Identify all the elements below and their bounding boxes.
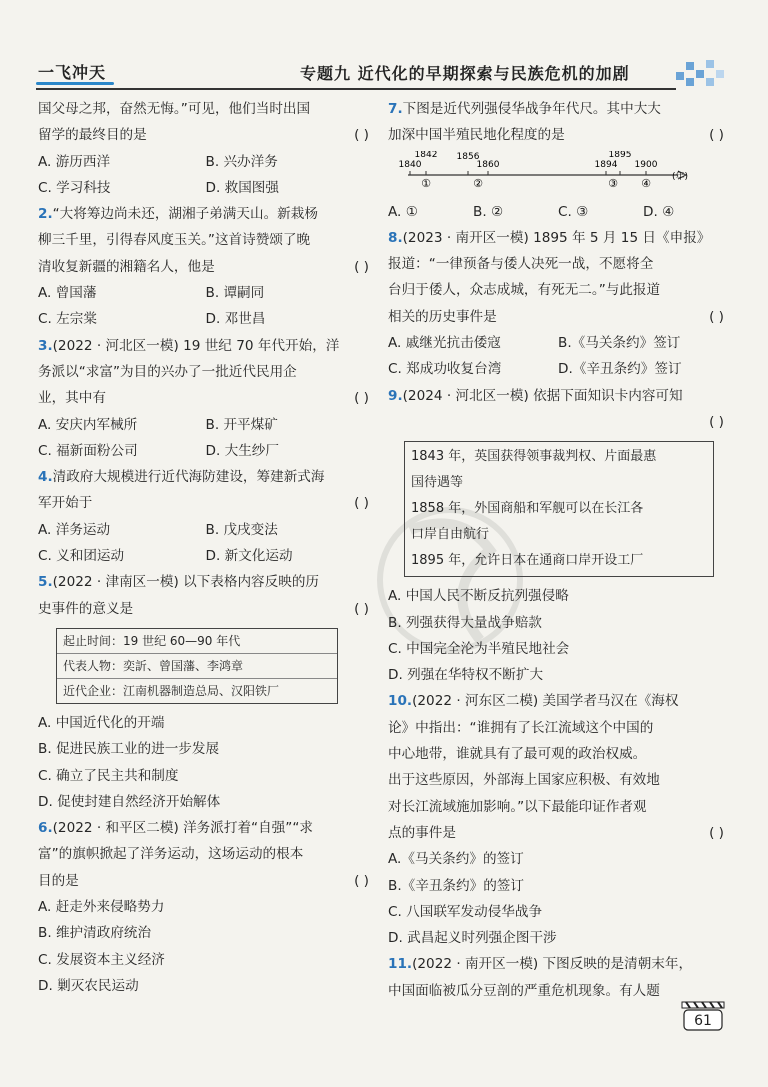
answer-option: C. 福新面粉公司 [38, 442, 138, 459]
text-line [388, 715, 728, 741]
line-text: (2022 · 南开区一模) 下图反映的是清朝末年， [412, 956, 693, 973]
timeline-year: 1900 [634, 159, 658, 170]
text-line [388, 409, 728, 435]
line-text: “大将筹边尚未还，湖湘子弟满天山。新栽杨 [52, 206, 318, 223]
table-row: 近代企业：江南机器制造总局、汉阳铁厂 [63, 683, 280, 698]
line-text: A. 中国近代化的开端 [38, 714, 165, 731]
answer-options [388, 356, 728, 382]
answer-option: D. 救国图强 [205, 179, 279, 196]
answer-option: A. 游历西洋 [38, 153, 111, 170]
line-text: 柳三千里，引得春风度玉关。”这首诗赞颂了晚 [38, 232, 311, 249]
line-text: 国父母之邦，奋然无悔。”可见，他们当时出国 [38, 101, 311, 117]
text-line [38, 359, 373, 385]
answer-option: B. 谭嗣同 [205, 285, 265, 302]
line-text: 中国面临被瓜分豆剖的严重危机现象。有人题 [388, 982, 660, 999]
timeline-year: 1856 [456, 151, 480, 162]
answer-blank: ( ) [709, 413, 724, 430]
card-line: 1843 年，英国获得领事裁判权、片面最惠 [411, 449, 657, 465]
line-text: A.《马关条约》的签订 [388, 851, 524, 868]
answer-blank: ( ) [354, 495, 369, 512]
line-text: 相关的历史事件是 [388, 308, 497, 325]
text-line [388, 873, 728, 899]
answer-options [388, 330, 728, 356]
question-number: 8. [388, 229, 403, 246]
line-text: 中心地带，谁就具有了最可观的政治权威。 [388, 746, 647, 763]
text-line [38, 464, 373, 490]
line-text: D. 武昌起义时列强企图干涉 [388, 930, 557, 947]
text-line [38, 763, 373, 789]
line-text: 目的是 [38, 872, 79, 889]
answer-blank: ( ) [354, 872, 369, 889]
line-text: 加深中国半殖民地化程度的是 [388, 127, 565, 144]
answer-option: B. 兴办洋务 [205, 153, 278, 170]
text-line [388, 636, 728, 662]
line-text: 清政府大规模进行近代海防建设，筹建新式海 [52, 469, 325, 486]
question-number: 9. [388, 387, 403, 404]
answer-option: D. 新文化运动 [205, 548, 293, 565]
question-number: 10. [388, 693, 413, 710]
line-text: 富”的旗帜掀起了洋务运动，这场运动的根本 [38, 846, 304, 863]
answer-options [38, 306, 373, 332]
answer-option: D. ④ [643, 203, 675, 220]
answer-option: D. 大生纱厂 [205, 442, 279, 459]
line-text: B. 列强获得大量战争赔款 [388, 614, 542, 631]
text-line [38, 490, 373, 516]
page-number-badge [680, 1000, 726, 1034]
answer-option: D.《辛丑条约》签订 [558, 361, 682, 378]
line-text: C. 确立了民主共和制度 [38, 767, 179, 784]
line-text: D. 剿灭农民运动 [38, 977, 139, 994]
answer-options [38, 438, 373, 464]
answer-blank: ( ) [354, 127, 369, 144]
card-line: 国待遇等 [411, 475, 464, 491]
question-number: 6. [38, 820, 53, 837]
line-text: C. 发展资本主义经济 [38, 951, 165, 968]
answer-options [388, 199, 728, 225]
line-text: 业，其中有 [38, 390, 106, 407]
text-line [388, 951, 728, 977]
answer-blank: ( ) [709, 127, 724, 144]
text-line [388, 820, 728, 846]
answer-option: B.《马关条约》签订 [558, 335, 681, 352]
text-line [388, 741, 728, 767]
answer-option: B. 戊戌变法 [205, 521, 278, 538]
answer-option: C. 义和团运动 [38, 548, 125, 565]
text-line [38, 201, 373, 227]
line-text: 报道：“一律预备与倭人决死一战，不愿将全 [388, 256, 654, 273]
answer-option: A. 戚继光抗击倭寇 [388, 335, 501, 352]
line-text: (2023 · 南开区一模) 1895 年 5 月 15 日《申报》 [402, 229, 711, 246]
timeline-year: 1842 [414, 150, 438, 160]
answer-option: B. ② [473, 203, 504, 220]
line-text: 论》中指出：“谁拥有了长江流域这个中国的 [388, 719, 654, 736]
answer-option: A. ① [388, 203, 418, 220]
text-line [38, 868, 373, 894]
text-line [388, 767, 728, 793]
question-number: 3. [38, 337, 53, 354]
text-line [38, 815, 373, 841]
text-line [38, 841, 373, 867]
answer-options [38, 175, 373, 201]
timeline-unit: (年) [671, 171, 688, 182]
text-line [38, 385, 373, 411]
answer-blank: ( ) [709, 824, 724, 841]
page-number: 61 [694, 1013, 712, 1029]
timeline-period-mark: ③ [608, 176, 618, 190]
text-line [388, 96, 728, 122]
line-text: 务派以“求富”为目的兴办了一批近代民用企 [38, 363, 297, 380]
knowledge-card [404, 441, 714, 577]
answer-blank: ( ) [354, 390, 369, 407]
war-timeline [388, 151, 728, 193]
answer-option: A. 洋务运动 [38, 521, 111, 538]
answer-option: D. 邓世昌 [205, 311, 266, 328]
text-line [38, 227, 373, 253]
line-text: 军开始于 [38, 495, 93, 512]
line-text: A. 中国人民不断反抗列强侵略 [388, 588, 569, 605]
line-text: 清收复新疆的湘籍名人，他是 [38, 258, 215, 275]
timeline-year: 1860 [476, 159, 500, 170]
text-line [388, 794, 728, 820]
line-text: (2024 · 河北区一模) 依据下面知识卡内容可知 [402, 387, 683, 404]
text-line [38, 894, 373, 920]
text-line [38, 789, 373, 815]
text-line [388, 978, 728, 1004]
text-line [388, 225, 728, 251]
line-text: B. 促进民族工业的进一步发展 [38, 741, 220, 758]
line-text: C. 中国完全沦为半殖民地社会 [388, 640, 570, 657]
answer-blank: ( ) [354, 258, 369, 275]
text-line [388, 251, 728, 277]
line-text: 下图是近代列强侵华战争年代尺。其中大大 [402, 101, 661, 117]
text-line [388, 688, 728, 714]
line-text: D. 列强在华特权不断扩大 [388, 667, 544, 684]
line-text: (2022 · 河北区一模) 19 世纪 70 年代开始，洋 [52, 337, 340, 354]
text-line [38, 254, 373, 280]
question-number: 4. [38, 469, 53, 486]
card-line: 1858 年，外国商船和军舰可以在长江各 [411, 501, 644, 517]
timeline-year: 1894 [594, 159, 618, 170]
question-number: 5. [38, 574, 53, 591]
text-line [388, 662, 728, 688]
table-row: 起止时间：19 世纪 60—90 年代 [57, 629, 337, 654]
text-line [388, 846, 728, 872]
answer-option: C. ③ [558, 203, 589, 220]
info-table [56, 628, 338, 704]
text-line [38, 973, 373, 999]
answer-options [38, 149, 373, 175]
left-column [38, 96, 373, 999]
text-line [38, 122, 373, 148]
text-line [38, 710, 373, 736]
text-line [38, 333, 373, 359]
text-line [38, 96, 373, 122]
line-text: 出于这些原因，外部海上国家应积极、有效地 [388, 772, 660, 789]
answer-option: B. 开平煤矿 [205, 416, 278, 433]
text-line [38, 947, 373, 973]
timeline-year: 1840 [398, 159, 422, 170]
text-line [38, 920, 373, 946]
line-text: B. 维护清政府统治 [38, 925, 152, 942]
timeline-year: 1895 [608, 150, 632, 160]
text-line [388, 899, 728, 925]
text-line [38, 569, 373, 595]
answer-blank: ( ) [709, 308, 724, 325]
answer-options [38, 280, 373, 306]
line-text: 台归于倭人，众志成城，有死无二。”与此报道 [388, 282, 661, 299]
text-line [388, 383, 728, 409]
question-number: 11. [388, 956, 413, 973]
text-line [388, 583, 728, 609]
answer-option: A. 曾国藩 [38, 285, 97, 302]
table-row: 代表人物：奕訢、曾国藩、李鸿章 [57, 654, 337, 679]
line-text: (2022 · 河东区二模) 美国学者马汉在《海权 [412, 693, 679, 710]
line-text: (2022 · 和平区二模) 洋务派打着“自强”“求 [52, 820, 313, 837]
right-column [388, 96, 728, 1004]
timeline-period-mark: ① [421, 176, 431, 190]
text-line [388, 304, 728, 330]
line-text: C. 八国联军发动侵华战争 [388, 903, 543, 920]
answer-option: A. 安庆内军械所 [38, 416, 138, 433]
answer-options [38, 517, 373, 543]
card-line: 口岸自由航行 [411, 527, 490, 543]
line-text: 点的事件是 [388, 824, 456, 841]
text-line [388, 610, 728, 636]
line-text: A. 赶走外来侵略势力 [38, 899, 165, 916]
brand-logo: 一飞冲天 [38, 63, 107, 82]
question-number: 7. [388, 101, 403, 117]
line-text: (2022 · 津南区一模) 以下表格内容反映的历 [52, 574, 320, 591]
answer-options [38, 412, 373, 438]
line-text: 对长江流域施加影响。”以下最能印证作者观 [388, 798, 647, 815]
text-line [388, 277, 728, 303]
text-line [38, 596, 373, 622]
line-text: 留学的最终目的是 [38, 127, 147, 144]
timeline-period-mark: ② [473, 176, 483, 190]
line-text: 史事件的意义是 [38, 600, 134, 617]
answer-option: C. 左宗棠 [38, 311, 97, 328]
text-line [38, 736, 373, 762]
header-pattern-icon [676, 58, 724, 88]
answer-option: C. 学习科技 [38, 179, 111, 196]
text-line [388, 925, 728, 951]
header-rule [36, 88, 676, 90]
text-line [388, 122, 728, 148]
chapter-title: 专题九 近代化的早期探索与民族危机的加剧 [300, 64, 630, 83]
answer-options [38, 543, 373, 569]
line-text: D. 促使封建自然经济开始解体 [38, 793, 221, 810]
line-text: B.《辛丑条约》的签订 [388, 877, 524, 894]
answer-blank: ( ) [354, 600, 369, 617]
question-number: 2. [38, 206, 53, 223]
timeline-period-mark: ④ [641, 176, 651, 190]
answer-option: C. 郑成功收复台湾 [388, 361, 502, 378]
brand-underline [36, 82, 114, 85]
card-line: 1895 年，允许日本在通商口岸开设工厂 [411, 553, 644, 569]
